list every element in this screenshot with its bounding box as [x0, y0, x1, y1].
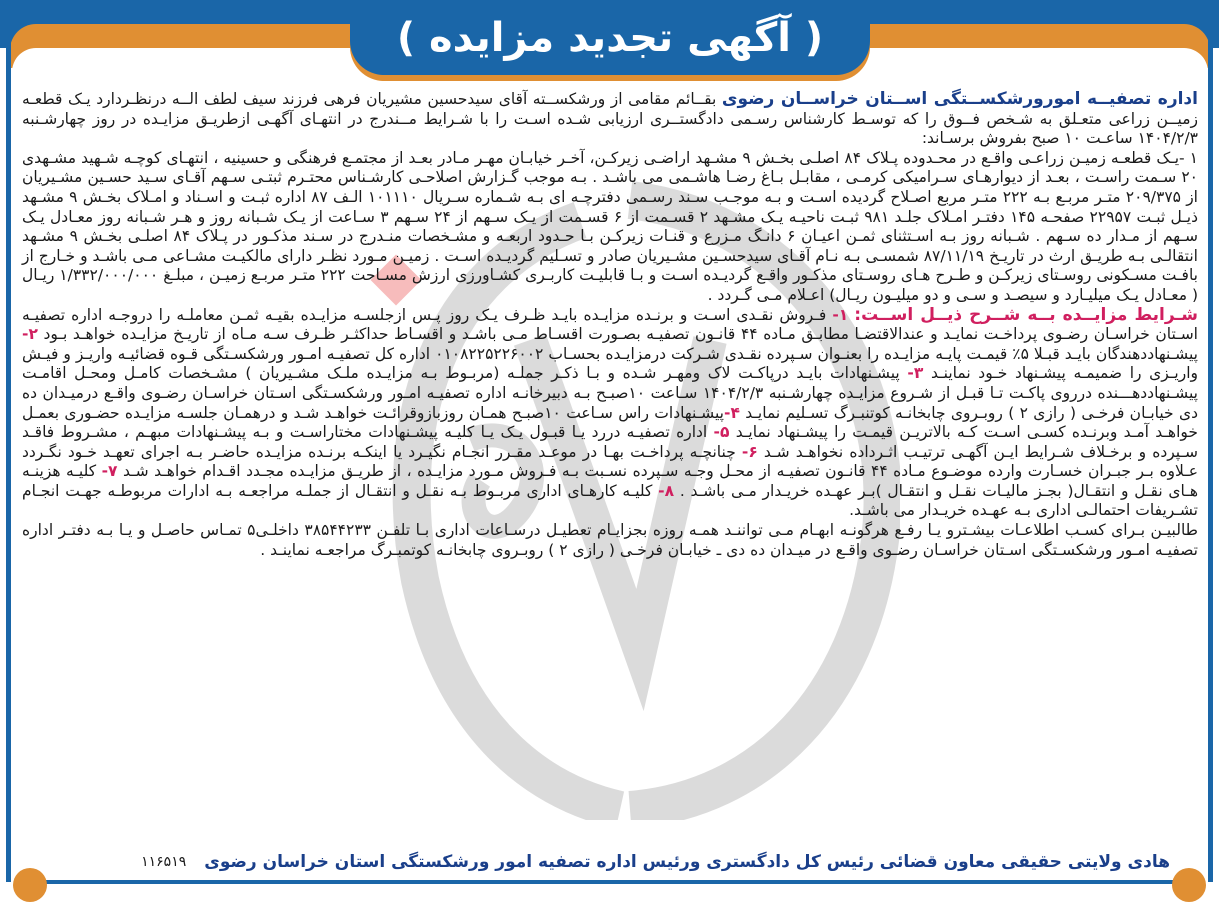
footer-signature-row: [40, 852, 1170, 872]
title-banner: [350, 0, 870, 75]
ad-code: ۱۱۶۵۱۹: [141, 854, 187, 870]
frame-right-border: [1208, 40, 1213, 882]
condition-number: ۶-: [741, 442, 758, 461]
condition-text: پیشـنهادات بایـد درپاکـت لاک ومهـر شـده و بـا ذکـر جملـه (مربـوط بـه مزایـده ملـک مشـیریان ) مشـخصات کامـل ومحـل اقامـت پیشـنهاددهـــنده درروی پاکـت تـا قبـل از شـروع مزایـده چهارشـنبه ۱۴۰۴/۲/۳ سـاعت ۱۰صبـح بـه دبیرخانـه اداره تصفیـه امـور ورشکسـتگی اسـتان خراسـان رضـوی واقـع درمیـدان ده دی خیابـان فرخـی ( رازی ۲ ) روبـروی چابخانـه کوتنبـرگ تسـلیم نمایـد: [22, 364, 1198, 422]
contact-paragraph: طالبیـن بـرای کسـب اطلاعـات بیشـترو یـا رفـع هرگونـه ابهـام مـی تواننـد همـه روزه بجزایـام تعطیـل درسـاعات اداری بـا تلفـن ۳۸۵۴۴۲۳۳ داخلـی۵ تمـاس حاصـل و یـا بـه دفتـر اداره تصفیـه امـور ورشکسـتگی اسـتان خراسـان رضـوی واقـع در میـدان ده دی ـ خیابـان فرخـی ( رازی ۲ ) روبـروی چابخانـه کوتمبـرگ مراجعـه نماینـد .: [22, 521, 1199, 559]
orange-dot-icon: [13, 868, 47, 902]
condition-text: پیشـنهاددهندگان بایـد قبـلا ۵٪ قیمـت پایـه مزایـده را بعنـوان سـپرده نقـدی شـرکت درمزایـده بحسـاب ۰۱۰۸۲۲۵۲۲۶۰۰۲ اداره کل تصفیـه امـور ورشکسـتگی قـوه قضائیـه واریـز و فیـش واریـزی را ضمیمـه پیشـنهاد خـود نماینـد: [22, 344, 1198, 383]
orange-dot-icon: [1172, 868, 1206, 902]
property-description: ۱ -یـک قطعـه زمیـن زراعـی واقـع در محـدوده پـلاک ۸۴ اصلـی بخـش ۹ مشـهد اراضـی زیرکـن، آخـر خیابـان مهـر مـادر بعـد از مجتمـع فرهنگی و حسینیه ، انتهـای کوچـه شـهید مشـهدی ۲۰ سـمت راسـت ، بعـد از دیوارهـای سـرامیکی کرمـی ، مقابـل بـاغ رضـا هاشـمی می باشـد . بـه موجب گـزارش اصلاحـی کارشـناس محتـرم ثبتـی سـهم آقـای سـید حسـین مشـیریان از ۲۰۹/۳۷۵ متـر مربـع بـه ۲۲۲ متـر مربع اصـلاح گردیده اسـت و بـه موجـب سـند رسـمی دفترچـه ای بـه شـماره سـریال ۱۰۱۱۱۰ الـف ۸۷ اداره ثبـت و اسـناد و امـلاک بخـش ۹ مشـهد ذیـل ثبـت ۲۲۹۵۷ صفحـه ۱۴۵ دفتـر امـلاک جلـد ۹۸۱ ثبـت ناحیـه یـک مشـهد ۲ قسـمت از ۶ قسـمت از یـک سـهم از ۲۴ سـهم ۳ سـاعت از یـک شـبانه روز و هـر شـبانه روز معـادل یـک سـهم از مـدار ده سـهم . شـبانه روز بـه اسـتثنای ثمـن اعیـان ۶ دانـگ مـزرع و قنـات زیرکـن بـا حـدود اربعـه و مشـخصات منـدرج در سـند مذکـور در پـلاک ۸۴ اصلـی بخـش ۹ مشـهد انتقالـی بـه طریـق ارث در تاریـخ ۸۷/۱۱/۱۹ شمسـی بـه نـام آقـای سیدحسـین مشـیریان صادر و تسـلیم گردیـده اسـت . زمیـن مـورد نظـر دارای مالکیـت مشـاعی مـی باشـد و خـارج از بافـت مسـکونی روسـتای زیرکـن و طـرح هـای روسـتای مذکـور واقـع گردیـده اسـت و بـا قابلیـت کاربـری کشـاورزی ارزش مسـاحت ۲۲۲ متـر مربـع زمیـن ، مبلـغ ۱/۳۳۲/۰۰۰/۰۰۰ ریـال ( معـادل یـک میلیـارد و سیصـد و سـی و دو میلیـون ریـال) اعـلام مـی گـردد .: [22, 148, 1199, 304]
condition-text: فـروش نقـدی اسـت و برنـده مزایـده بایـد ظـرف یـک روز پـس ازجلسـه مزایـده بقیـه ثمـن معاملـه را دروجـه اداره تصفیـه اسـتان خراسـان رضـوی پرداخـت نمایـد و عندالاقتضـا مطابـق مـاده ۴۴ قانـون تصفیـه بصـورت اقسـاط مـی باشـد و اقسـاط حداکثـر ظـرف سـه مـاه از تاریـخ مزایـده خواهـد بـود: [22, 305, 1198, 344]
condition-number: ۷-: [101, 462, 118, 481]
condition-text: کلیـه هزینـه هـای نقـل و انتقـال( بجـز مالیـات نقـل و انتقـال )بـر عهـده خریـدار مـی باشـد .: [22, 462, 1198, 500]
condition-number: ۳-: [907, 364, 924, 383]
signature: هادی ولایتی حقیقی معاون قضائی رئیس کل دادگستری ورئیس اداره تصفیه امور ورشکستگی استان خراسان رضوی: [204, 852, 1170, 872]
notice-body: [22, 90, 1198, 560]
condition-text: کلیـه کارهـای اداری مربـوط بـه نقـل و انتقـال از جملـه مراجعـه بـه ادارات مربوطـه جهـت انجـام تشـریفات احتمالـی اداری بـه عهـده خریـدار می باشـد.: [22, 481, 1198, 520]
condition-number: ۸-: [658, 481, 675, 500]
condition-number: ۲-: [22, 325, 38, 344]
frame-left-border: [6, 40, 11, 882]
org-name: اداره تصفیــه امورورشکســتگی اســتان خراســان رضوی: [721, 89, 1198, 109]
condition-number: ۱-: [832, 305, 849, 324]
condition-text: اداره تصفیـه دررد یـا قبـول یـک یـا کلیـه پیشـنهادات مختاراسـت و بـه پیشـنهادات مبهـم ، مشـروط فاقـد سـپرده و برخـلاف شـرایط ایـن آگهـی ترتیـب اثـرداده نخواهـد شـد: [22, 423, 1198, 461]
condition-text: پیشـنهادات راس سـاعت ۱۰صبـح همـان روزبازوقرائـت خواهـد شـد و درهمـان جلسـه مزایـده حضـوری بعمـل خواهـد آمـد وبرنـده کسـی اسـت کـه بالاتریـن قیمـت را پیشـنهاد نمایـد: [22, 403, 1198, 442]
condition-number: ۴-: [724, 403, 740, 422]
intro-paragraph: [22, 90, 1198, 149]
condition-number: ۵-: [713, 423, 730, 442]
frame-bottom-border: [30, 880, 1180, 884]
conditions-heading: شـرایط مزایــده بــه شــرح ذیــل اســت:: [854, 304, 1198, 325]
intro-text: بقــائم مقامی از ورشکســته آقای سیدحسین مشیریان فرهی فرزند سیف لطف الــه درنظـردارد یـک قطعـه زمیــن زراعی متعـلق به شـخص فــوق را که توسـط کارشناس رسـمی دادگستــری ارزیابی شـده اسـت را با شـرایط مــندرج در انتهـای آگهـی ازطریـق مزایـده در روز چهارشـنبه ۱۴۰۴/۲/۳ ساعـت ۱۰ صبح بفروش برسـاند:: [22, 90, 1198, 148]
condition-text: چنانچـه پرداخـت بهـا در موعـد مقـرر انجـام نگیـرد یا اینکـه برنـده مزایـده حاضـر بـه اجرای تعهـد خـود نگـردد عـلاوه بـر جبـران خسـارت وارده موضـوع مـاده ۴۴ قانـون تصفیـه از محـل وجـه سـپرده نسـبت بـه فـروش مـورد مزایـده ، از طریـق مزایـده مجـدد اقـدام خواهـد شـد: [22, 442, 1198, 481]
page-title: ( آگهی تجدید مزایده ): [396, 14, 824, 61]
conditions-paragraph: [22, 306, 1198, 522]
